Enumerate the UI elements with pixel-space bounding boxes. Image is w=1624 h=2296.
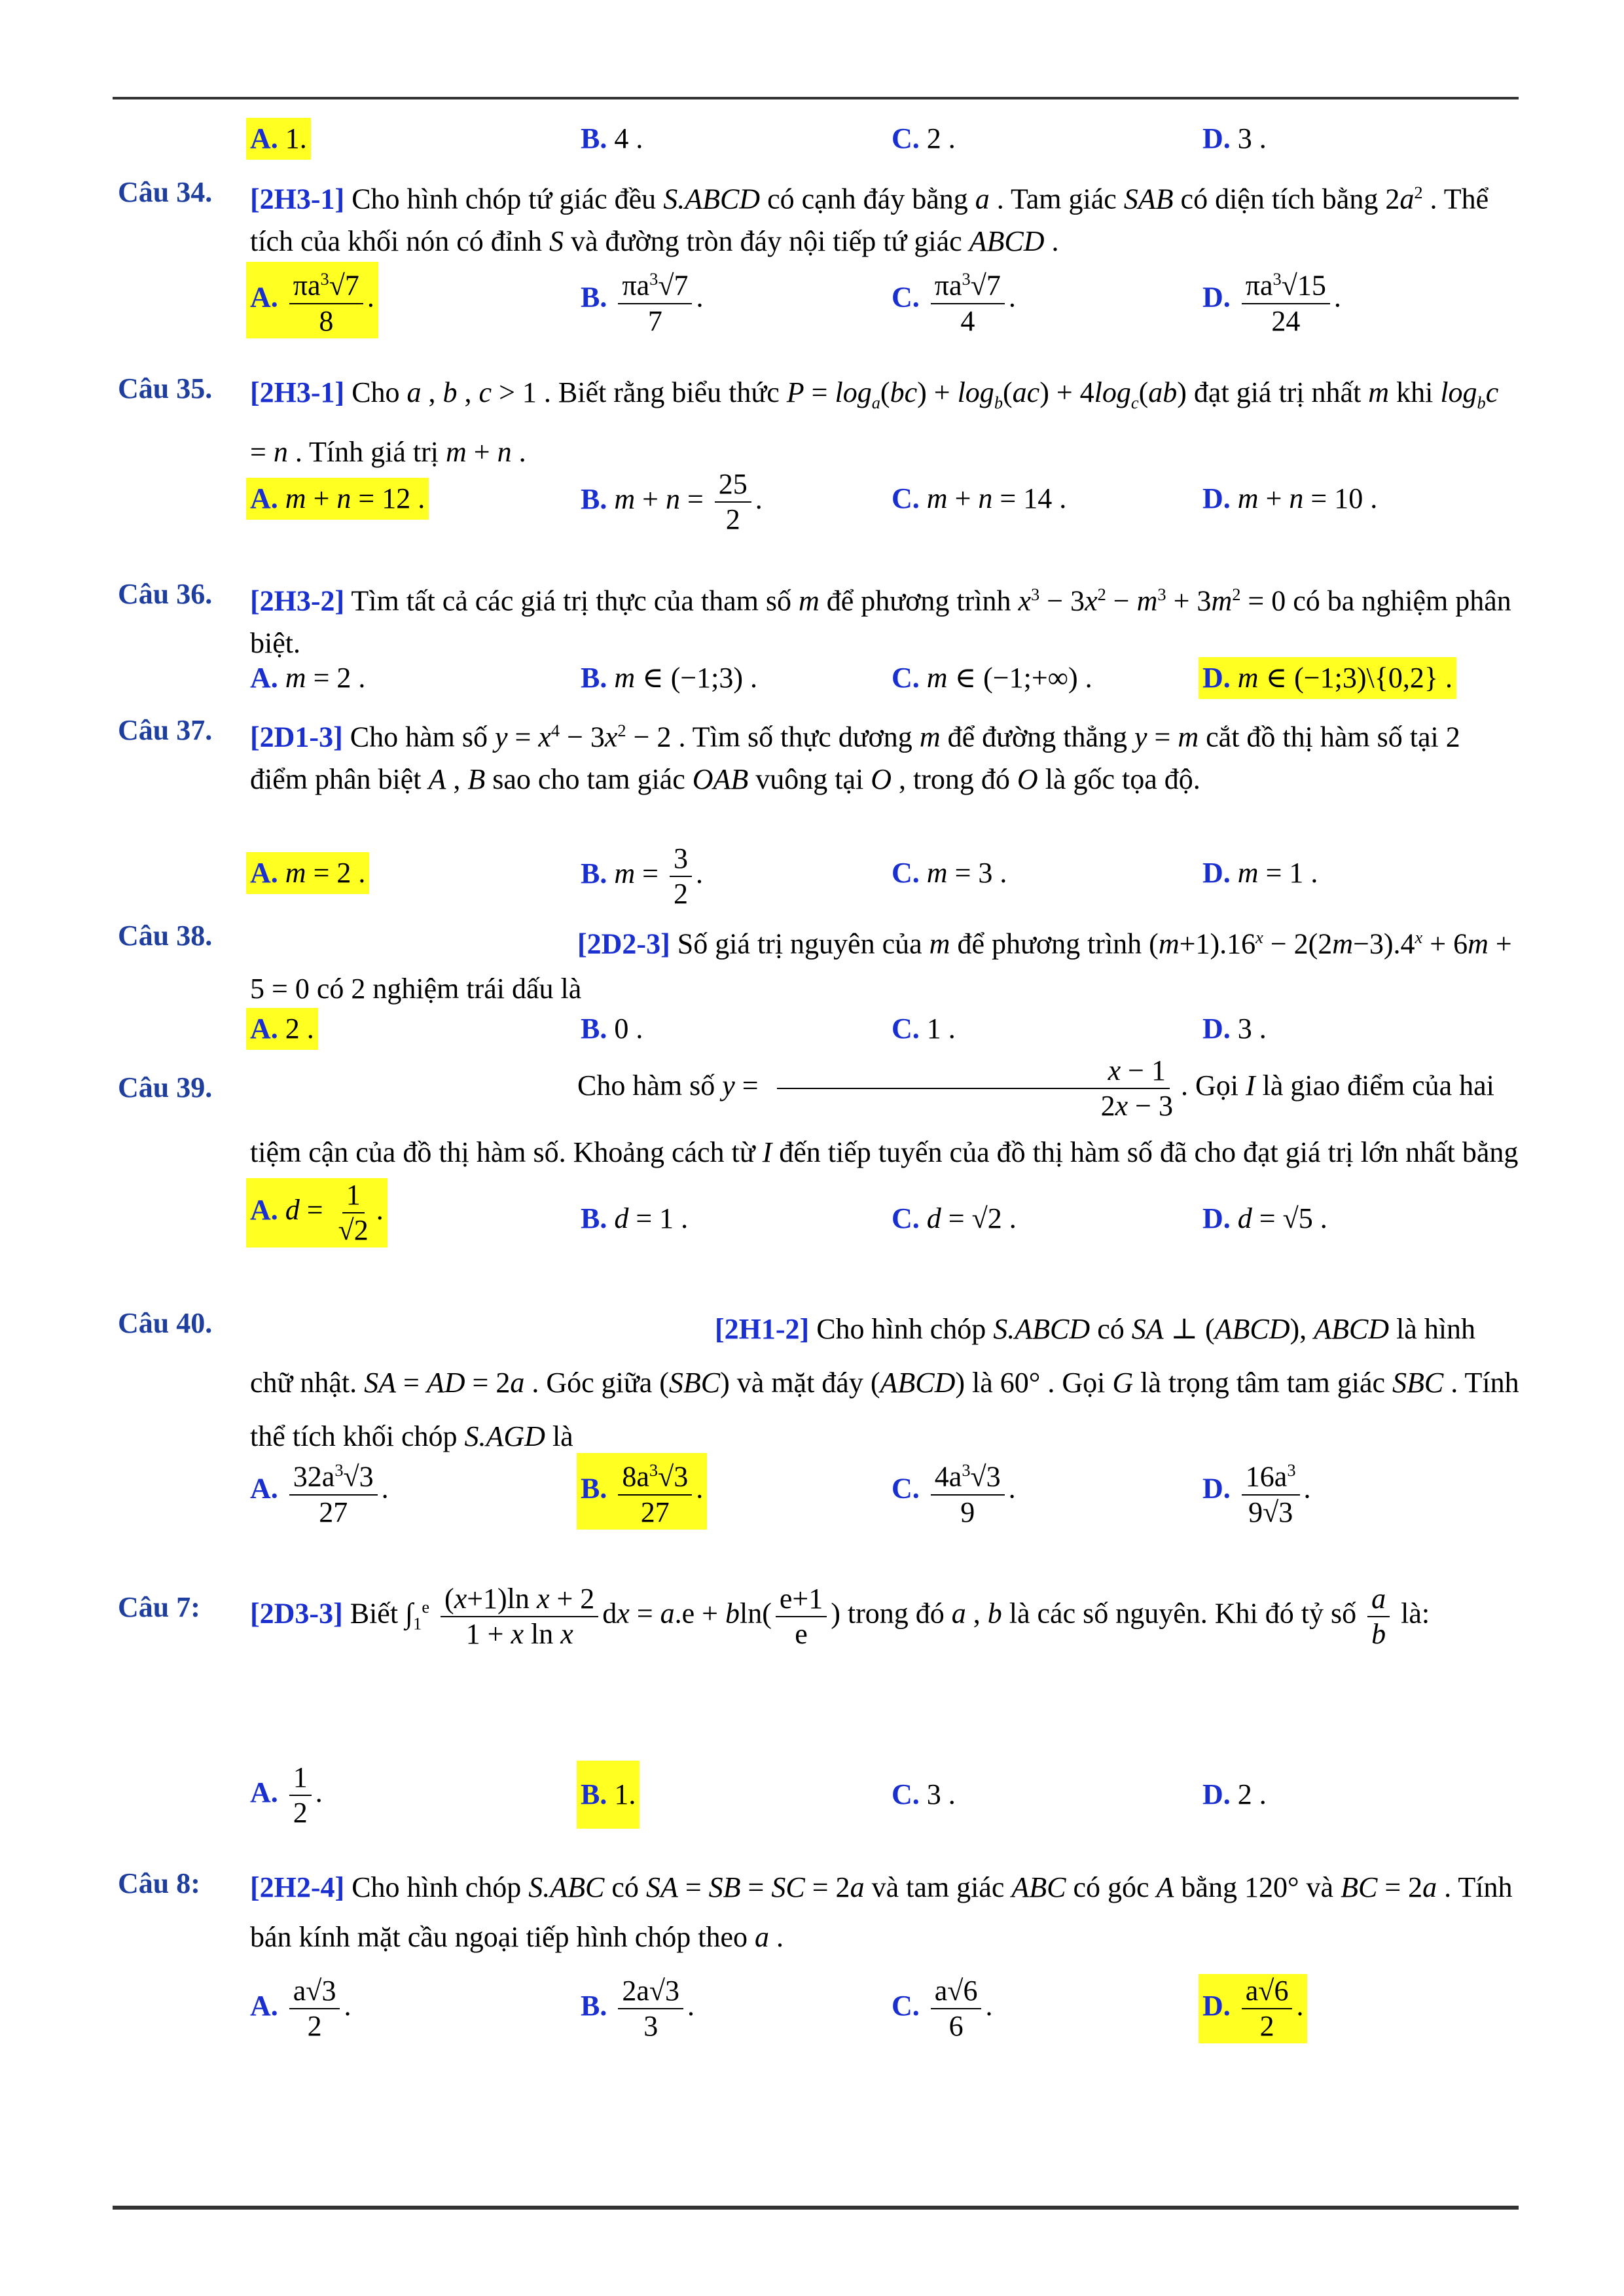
option-a[interactable]: A. $\frac{32a^3√3}{27}$ .: [250, 1453, 389, 1530]
option-a[interactable]: A. m + n = 12 .: [246, 478, 429, 520]
question-text: [2D1-3] Cho hàm số $y = x^4 - 3x^2 - 2$ . Tìm số thực dương m để đường thẳng y = m cắt đồ thị hàm số tại 2 điểm phân biệt A , B sao cho tam giác OAB vuông tại O , trong đó O là gốc tọa độ.: [250, 721, 1460, 795]
question-34: [113, 171, 1520, 355]
footer-rule: [113, 2206, 1519, 2210]
option-a[interactable]: A. m = 2 .: [250, 662, 366, 694]
question-label: Câu 40.: [118, 1307, 213, 1339]
option-d[interactable]: D. 2 .: [1202, 1778, 1267, 1810]
option-a[interactable]: A. $\frac{a√3}{2}$ .: [250, 1975, 352, 2042]
option-b[interactable]: B. $\frac{2a√3}{3}$ .: [581, 1975, 695, 2042]
option-c[interactable]: C. m ∈ (−1;+∞) .: [892, 662, 1092, 694]
question-8: [113, 1863, 1520, 2059]
question-label: Câu 38.: [118, 920, 213, 952]
question-37: [113, 709, 1520, 919]
option-c[interactable]: C. m + n = 14 .: [892, 482, 1067, 514]
question-35: [113, 368, 1520, 551]
option-d[interactable]: D. 3 .: [1202, 1013, 1267, 1045]
option-c[interactable]: C. 2 .: [892, 122, 956, 154]
question-33-options: [113, 118, 1520, 160]
question-label: Câu 39.: [118, 1071, 213, 1103]
option-b[interactable]: B. d = 1 .: [581, 1202, 689, 1234]
option-a[interactable]: A. $\frac{\pi a^3√7}{8}$ .: [246, 262, 378, 338]
question-text: [2D3-3] Biết $\int_1^e$ $\frac{\text{(x+1)ln x + 2}}{\text{1 + x ln x}}$ dx = a.e + bln( $\frac{e+1}{e}$ ) trong đó a , b là các số nguyên. Khi đó tỷ số $\frac{a}{b}$ là:: [250, 1582, 1430, 1650]
question-39: [113, 1054, 1520, 1270]
option-b[interactable]: B. 0 .: [581, 1013, 643, 1045]
option-d[interactable]: D. m ∈ (−1;3)\{0,2} .: [1199, 657, 1456, 699]
option-d[interactable]: D. m + n = 10 .: [1202, 482, 1378, 514]
option-c[interactable]: C. $\frac{\pi a^3√7}{4}$ .: [892, 262, 1016, 338]
option-b[interactable]: B. 4 .: [581, 122, 643, 154]
option-b[interactable]: B. $\frac{8a^3√3}{27}$ .: [577, 1453, 707, 1530]
question-text: Cho hàm số y = $\frac{x - 1}{2x - 3}$ . Gọi I là giao điểm của hai tiệm cận của đồ thị hàm số. Khoảng cách từ I đến tiếp tuyến của đồ thị hàm số đã cho đạt giá trị lớn nhất bằng: [250, 1054, 1519, 1168]
option-a[interactable]: A. d = $\frac{1}{√2}$ .: [246, 1178, 388, 1247]
option-d[interactable]: D. $\frac{\pi a^3√15}{24}$ .: [1202, 262, 1341, 338]
option-c[interactable]: C. $\frac{4a^3√3}{9}$ .: [892, 1453, 1016, 1530]
question-text: [2H3-2] Tìm tất cả các giá trị thực của tham số m để phương trình $x^3 - 3x^2 - m^3 + 3m^2 = 0$ có ba nghiệm phân biệt.: [250, 584, 1511, 659]
question-7: [113, 1571, 1520, 1846]
option-c[interactable]: C. m = 3 .: [892, 857, 1007, 889]
option-d[interactable]: D. m = 1 .: [1202, 857, 1318, 889]
option-d[interactable]: D. $\frac{16a^3}{9√3}$ .: [1202, 1453, 1311, 1530]
question-text: [2H3-1] Cho a , b , c > 1 . Biết rằng biểu thức $P = \log_a(bc) + \log_b(ac) + 4\log_c(ab)$ đạt giá trị nhất m khi $\log_bc = n$ . Tính giá trị m + n .: [250, 376, 1499, 468]
question-label: Câu 7:: [118, 1591, 200, 1623]
option-b[interactable]: B. $\frac{\pi a^3√7}{7}$ .: [581, 262, 703, 338]
option-b[interactable]: B. 1.: [577, 1761, 640, 1829]
option-a[interactable]: A. $\frac{1}{2}$ .: [250, 1761, 323, 1829]
option-a[interactable]: A. 2 .: [246, 1008, 318, 1050]
option-c[interactable]: C. d = √2 .: [892, 1202, 1017, 1234]
header-rule: [113, 97, 1519, 99]
option-d[interactable]: D. 3 .: [1202, 122, 1267, 154]
question-text: [2H2-4] Cho hình chóp S.ABC có SA = SB = SC = 2a và tam giác ABC có góc A bằng 120° và BC = 2a . Tính bán kính mặt cầu ngoại tiếp hình chóp theo a .: [250, 1871, 1513, 1953]
question-label: Câu 37.: [118, 714, 213, 746]
question-text: [2H1-2] Cho hình chóp S.ABCD có SA ⊥ (ABCD), ABCD là hình chữ nhật. SA = AD = 2a . Góc giữa (SBC) và mặt đáy (ABCD) là 60° . Gọi G là trọng tâm tam giác SBC . Tính thể tích khối chóp S.AGD là: [250, 1313, 1519, 1452]
option-b[interactable]: B. m ∈ (−1;3) .: [581, 662, 758, 694]
question-38: [113, 915, 1520, 1059]
option-a[interactable]: A. 1.: [246, 118, 311, 160]
question-text: [2H3-1] Cho hình chóp tứ giác đều S.ABCD có cạnh đáy bằng a . Tam giác SAB có diện tích bằng $2a^2$ . Thể tích của khối nón có đỉnh S và đường tròn đáy nội tiếp tứ giác ABCD .: [250, 183, 1489, 257]
option-d[interactable]: D. d = √5 .: [1202, 1202, 1327, 1234]
question-36: [113, 573, 1520, 704]
question-label: Câu 36.: [118, 578, 213, 610]
option-d[interactable]: D. $\frac{a√6}{2}$ .: [1199, 1974, 1307, 2043]
option-c[interactable]: C. $\frac{a√6}{6}$ .: [892, 1975, 993, 2042]
question-text: [2D2-3] Số giá trị nguyên của m để phương trình $(m+1).16^x - 2(2m-3).4^x + 6m + 5 = 0$ có 2 nghiệm trái dấu là: [250, 927, 1512, 1005]
option-c[interactable]: C. 3 .: [892, 1778, 956, 1810]
option-c[interactable]: C. 1 .: [892, 1013, 956, 1045]
question-40: [113, 1302, 1520, 1551]
question-label: Câu 34.: [118, 176, 213, 208]
option-a[interactable]: A. m = 2 .: [246, 852, 369, 894]
question-label: Câu 8:: [118, 1867, 200, 1899]
option-b[interactable]: B. m + n = $\frac{25}{2}$ .: [581, 468, 763, 535]
question-label: Câu 35.: [118, 372, 213, 404]
option-b[interactable]: B. m = $\frac{3}{2}$ .: [581, 842, 703, 910]
